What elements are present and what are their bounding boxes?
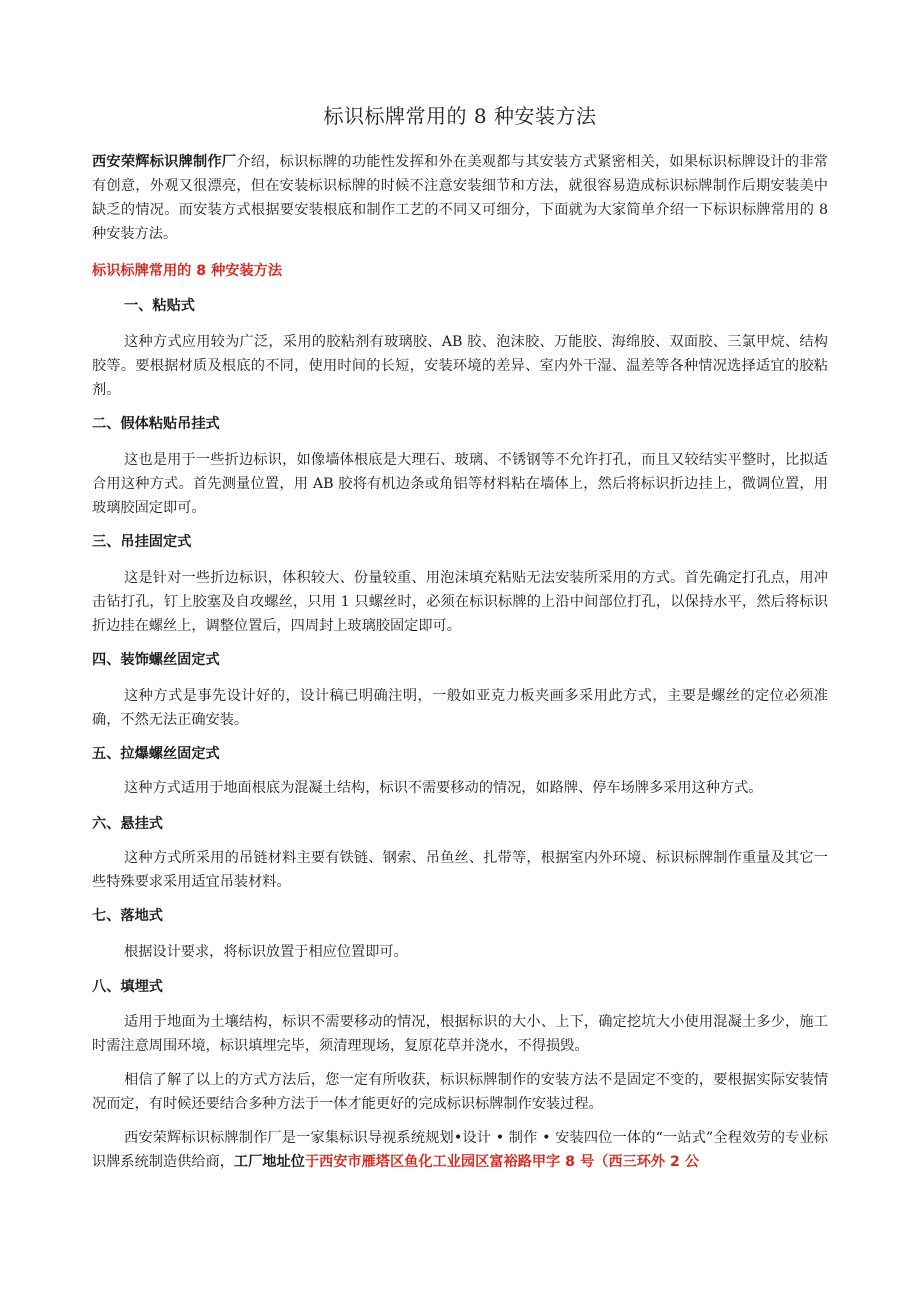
section-heading: 标识标牌常用的 8 种安装方法 [92, 263, 283, 279]
method-text-4: 这种方式是事先设计好的，设计稿已明确注明，一般如亚克力板夹画多采用此方式，主要是螺丝的定位必须准确，不然无法正确安装。 [92, 688, 828, 728]
method-text-7: 根据设计要求，将标识放置于相应位置即可。 [124, 944, 408, 960]
method-heading-2: 二、假体粘贴吊挂式 [92, 416, 220, 432]
method-heading-1: 一、粘贴式 [124, 298, 195, 314]
method-text-1: 这种方式应用较为广泛，采用的胶粘剂有玻璃胶、AB 胶、泡沫胶、万能胶、海绵胶、双面胶、三氯甲烷、结构胶等。要根据材质及根底的不同，使用时间的长短，安装环境的差异、室内外干湿、温差等各种情况选择适宜的胶粘剂。 [92, 334, 828, 398]
method-heading-6: 六、悬挂式 [92, 816, 163, 832]
factory-address: 于西安市雁塔区鱼化工业园区富裕路甲字 8 号（西三环外 2 公 [304, 1154, 700, 1170]
method-text-6: 这种方式所采用的吊链材料主要有铁链、钢索、吊鱼丝、扎带等，根据室内外环境、标识标牌制作重量及其它一些特殊要求采用适宜吊装材料。 [92, 850, 828, 890]
method-heading-4: 四、装饰螺丝固定式 [92, 652, 220, 668]
intro-paragraph [92, 150, 828, 246]
intro-text: 介绍，标识标牌的功能性发挥和外在美观都与其安装方式紧密相关，如果标识标牌设计的非常有创意，外观又很漂亮，但在安装标识标牌的时候不注意安装细节和方法，就很容易造成标识标牌制作后期安装美中缺乏的情况。而安装方式根据要安装根底和制作工艺的不同又可细分，下面就为大家简单介绍一下标识标牌常用的 8 种安装方法。 [92, 154, 828, 242]
method-text-2: 这也是用于一些折边标识，如像墙体根底是大理石、玻璃、不锈钢等不允许打孔，而且又较结实平整时，比拟适合用这种方式。首先测量位置，用 AB 胶将有机边条或角铝等材料粘在墙体上，然后将标识折边挂上，微调位置，用玻璃胶固定即可。 [92, 452, 828, 516]
footer-label: 工厂地址位 [233, 1154, 305, 1170]
method-text-3: 这是针对一些折边标识，体积较大、份量较重、用泡沫填充粘贴无法安装所采用的方式。首先确定打孔点，用冲击钻打孔，钉上胶塞及自攻螺丝，只用 1 只螺丝时，必须在标识标牌的上沿中间部位打孔，以保持水平，然后将标识折边挂在螺丝上，调整位置后，四周封上玻璃胶固定即可。 [92, 570, 828, 634]
method-heading-7: 七、落地式 [92, 908, 163, 924]
method-heading-8: 八、填埋式 [92, 979, 163, 995]
footer-text: 西安荣辉标识标牌制作厂是一家集标识导视系统规划•设计 • 制作 • 安装四位一体的“一站式”全程效劳的专业标识牌系统制造供给商， [92, 1130, 828, 1170]
document-title: 标识标牌常用的 8 种安装方法 [323, 104, 597, 128]
closing-paragraph: 相信了解了以上的方式方法后，您一定有所收获，标识标牌制作的安装方法不是固定不变的，要根据实际安装情况而定，有时候还要结合多种方法于一体才能更好的完成标识标牌制作安装过程。 [92, 1072, 828, 1112]
footer-paragraph [92, 1126, 828, 1174]
method-heading-5: 五、拉爆螺丝固定式 [92, 746, 220, 762]
company-name: 西安荣辉标识牌制作厂 [92, 154, 237, 170]
method-text-5: 这种方式适用于地面根底为混凝土结构，标识不需要移动的情况，如路牌、停车场牌多采用这种方式。 [124, 780, 763, 796]
method-heading-3: 三、吊挂固定式 [92, 534, 192, 550]
method-text-8: 适用于地面为土壤结构，标识不需要移动的情况，根据标识的大小、上下，确定挖坑大小使用混凝土多少，施工时需注意周围环境，标识填埋完毕，须清理现场，复原花草并浇水，不得损毁。 [92, 1014, 828, 1054]
